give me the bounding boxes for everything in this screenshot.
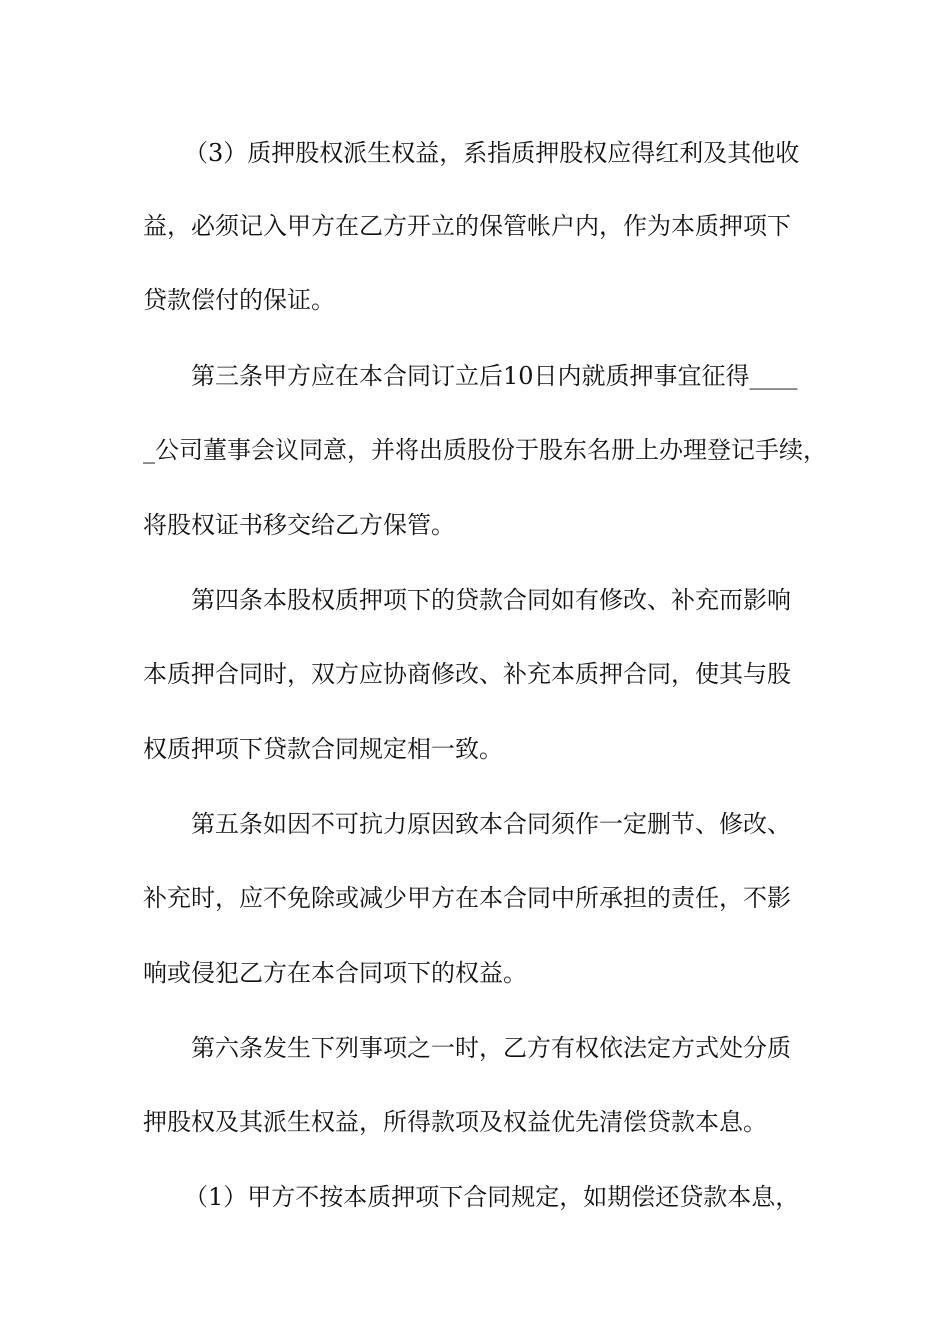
text-line: 响或侵犯乙方在本合同项下的权益。 [143, 959, 527, 987]
text-line: 贷款偿付的保证。 [143, 286, 335, 314]
text-line: 第四条本股权质押项下的贷款合同如有修改、补充而影响 [191, 586, 791, 614]
text-line: 补充时，应不免除或减少甲方在本合同中所承担的责任，不影 [143, 884, 791, 912]
text-line: 第五条如因不可抗力原因致本合同须作一定删节、修改、 [191, 810, 791, 838]
text-line: 权质押项下贷款合同规定相一致。 [143, 735, 503, 763]
text-line: 益，必须记入甲方在乙方开立的保管帐户内，作为本质押项下 [143, 212, 791, 240]
text-line: 将股权证书移交给乙方保管。 [143, 511, 455, 539]
text-line: （1）甲方不按本质押项下合同规定，如期偿还贷款本息， [184, 1183, 800, 1211]
text-line: 本质押合同时，双方应协商修改、补充本质押合同，使其与股 [143, 660, 791, 688]
text-line: 押股权及其派生权益，所得款项及权益优先清偿贷款本息。 [143, 1108, 767, 1136]
text-line: 第六条发生下列事项之一时，乙方有权依法定方式处分质 [191, 1034, 791, 1062]
text-line: _公司董事会议同意，并将出质股份于股东名册上办理登记手续， [143, 436, 827, 464]
text-line: （3）质押股权派生权益，系指质押股权应得红利及其他收 [184, 139, 800, 167]
text-line: 第三条甲方应在本合同订立后10日内就质押事宜征得____ [191, 362, 798, 390]
